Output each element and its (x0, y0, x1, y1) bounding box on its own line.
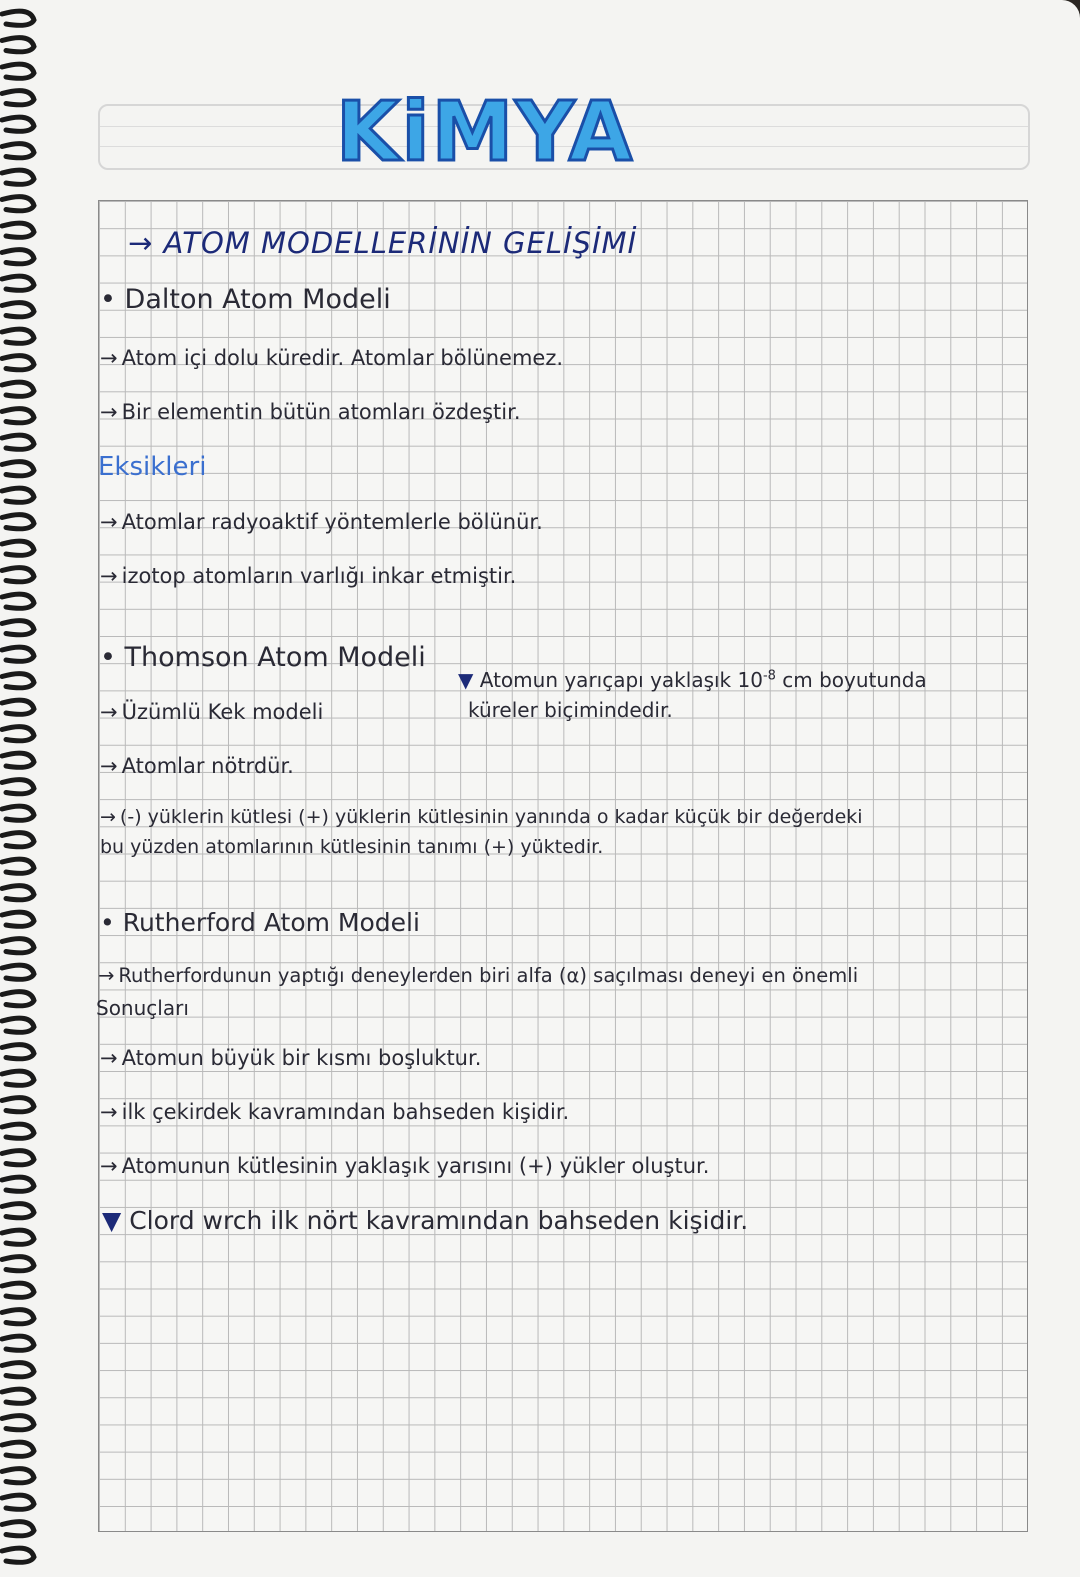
thomson-title (100, 642, 426, 673)
thomson-note-text: Atomun yarıçapı yaklaşık 10 (479, 668, 763, 692)
rutherford-item-text: Atomun büyük bir kısmı boşluktur. (121, 1046, 482, 1070)
spiral-ring (2, 1310, 34, 1324)
rutherford-note-text: Clord wrch ilk nört kavramından bahseden kişidir. (129, 1206, 749, 1235)
spiral-ring (2, 1336, 34, 1350)
thomson-note-exponent: -8 (762, 668, 776, 684)
spiral-ring (2, 1442, 34, 1456)
arrow-icon: → (100, 400, 118, 424)
eksik-item (100, 510, 543, 534)
spiral-ring (2, 806, 34, 820)
spiral-ring (2, 1204, 34, 1218)
arrow-icon: → (100, 1046, 118, 1070)
spiral-ring (2, 674, 34, 688)
thomson-item-text: Üzümlü Kek modeli (121, 700, 324, 724)
spiral-ring (2, 329, 34, 343)
spiral-ring (2, 64, 34, 78)
spiral-ring (2, 753, 34, 767)
spiral-ring (2, 1151, 34, 1165)
spiral-ring (2, 1469, 34, 1483)
spiral-ring (2, 91, 34, 105)
eksik-item (100, 564, 516, 588)
heading-text: ATOM MODELLERİNİN GELİŞİMİ (163, 226, 638, 260)
thomson-item (100, 754, 294, 778)
spiral-ring (2, 1124, 34, 1138)
page-title: KiMYA (336, 85, 635, 180)
thomson-item (100, 700, 323, 724)
spiral-ring (2, 1071, 34, 1085)
spiral-ring (2, 859, 34, 873)
rutherford-item (100, 1046, 481, 1070)
spiral-ring (2, 1257, 34, 1271)
dalton-item-text: Atom içi dolu küredir. Atomlar bölünemez. (121, 346, 564, 370)
arrow-icon: → (100, 510, 118, 534)
eksik-item-text: izotop atomların varlığı inkar etmiştir. (121, 564, 517, 588)
spiral-ring (2, 1045, 34, 1059)
spiral-ring (2, 1416, 34, 1430)
spiral-ring (2, 594, 34, 608)
rutherford-intro-line2: Sonuçları (96, 996, 189, 1020)
thomson-note (458, 668, 927, 692)
section-heading (128, 226, 637, 260)
heading-arrow: → (128, 226, 154, 260)
spiral-ring (2, 435, 34, 449)
spiral-ring (2, 1495, 34, 1509)
dalton-item (100, 346, 563, 370)
spiral-ring (2, 276, 34, 290)
rutherford-title-text: Rutherford Atom Modeli (122, 908, 420, 937)
spiral-ring (2, 541, 34, 555)
arrow-icon: → (100, 346, 118, 370)
spiral-ring (2, 1522, 34, 1536)
spiral-ring (2, 462, 34, 476)
spiral-ring (2, 1098, 34, 1112)
spiral-ring (2, 1548, 34, 1562)
spiral-ring (2, 356, 34, 370)
thomson-long-text: (-) yüklerin kütlesi (+) yüklerin kütlesinin yanında o kadar küçük bir değerdeki (119, 806, 863, 828)
triangle-icon: ▼ (102, 1206, 122, 1235)
spiral-ring (2, 1363, 34, 1377)
spiral-ring (2, 11, 34, 25)
thomson-item-text: Atomlar nötrdür. (121, 754, 294, 778)
thomson-title-text: Thomson Atom Modeli (124, 642, 426, 673)
rutherford-intro (98, 964, 858, 987)
spiral-ring (2, 621, 34, 635)
rutherford-item-text: ilk çekirdek kavramından bahseden kişidir. (121, 1100, 570, 1124)
spiral-ring (2, 700, 34, 714)
spiral-ring (2, 515, 34, 529)
spiral-ring (2, 992, 34, 1006)
spiral-ring (2, 250, 34, 264)
spiral-ring (2, 303, 34, 317)
arrow-icon: → (100, 1154, 118, 1178)
rutherford-note (102, 1206, 748, 1235)
dalton-title (100, 284, 391, 315)
dalton-item (100, 400, 521, 424)
arrow-icon: → (100, 700, 118, 724)
spiral-ring (2, 1389, 34, 1403)
spiral-binding (0, 0, 46, 1577)
bullet: • (100, 642, 116, 673)
spiral-ring (2, 780, 34, 794)
spiral-ring (2, 1283, 34, 1297)
spiral-ring (2, 382, 34, 396)
arrow-icon: → (100, 806, 116, 828)
spiral-ring (2, 409, 34, 423)
triangle-icon: ▼ (458, 668, 474, 692)
spiral-ring (2, 886, 34, 900)
bullet: • (100, 284, 116, 315)
spiral-ring (2, 38, 34, 52)
bullet: • (100, 908, 115, 937)
thomson-note-unit: cm boyutunda (782, 668, 927, 692)
spiral-ring (2, 144, 34, 158)
rutherford-item-text: Atomunun kütlesinin yaklaşık yarısını (+) yükler oluştur. (121, 1154, 710, 1178)
spiral-ring (2, 568, 34, 582)
spiral-ring (2, 170, 34, 184)
arrow-icon: → (100, 564, 118, 588)
thomson-note-line2: küreler biçimindedir. (468, 698, 673, 722)
thomson-long-line (100, 806, 863, 828)
spiral-ring (2, 1177, 34, 1191)
spiral-ring (2, 488, 34, 502)
spiral-ring (2, 912, 34, 926)
rutherford-intro-text: Rutherfordunun yaptığı deneylerden biri alfa (α) saçılması deneyi en önemli (118, 964, 859, 987)
spiral-ring (2, 833, 34, 847)
spiral-ring (2, 727, 34, 741)
spiral-ring (2, 1018, 34, 1032)
thomson-long-line2: bu yüzden atomlarının kütlesinin tanımı (+) yüktedir. (100, 836, 604, 858)
rutherford-item (100, 1154, 709, 1178)
dalton-title-text: Dalton Atom Modeli (124, 284, 391, 315)
eksik-item-text: Atomlar radyoaktif yöntemlerle bölünür. (121, 510, 543, 534)
spiral-ring (2, 223, 34, 237)
dalton-item-text: Bir elementin bütün atomları özdeştir. (121, 400, 521, 424)
eksikleri-label: Eksikleri (98, 452, 207, 482)
rutherford-item (100, 1100, 569, 1124)
arrow-icon: → (98, 964, 115, 987)
spiral-ring (2, 197, 34, 211)
spiral-ring (2, 939, 34, 953)
spiral-ring (2, 117, 34, 131)
spiral-ring (2, 647, 34, 661)
spiral-ring (2, 1230, 34, 1244)
arrow-icon: → (100, 1100, 118, 1124)
arrow-icon: → (100, 754, 118, 778)
spiral-ring (2, 965, 34, 979)
rutherford-title (100, 908, 420, 937)
